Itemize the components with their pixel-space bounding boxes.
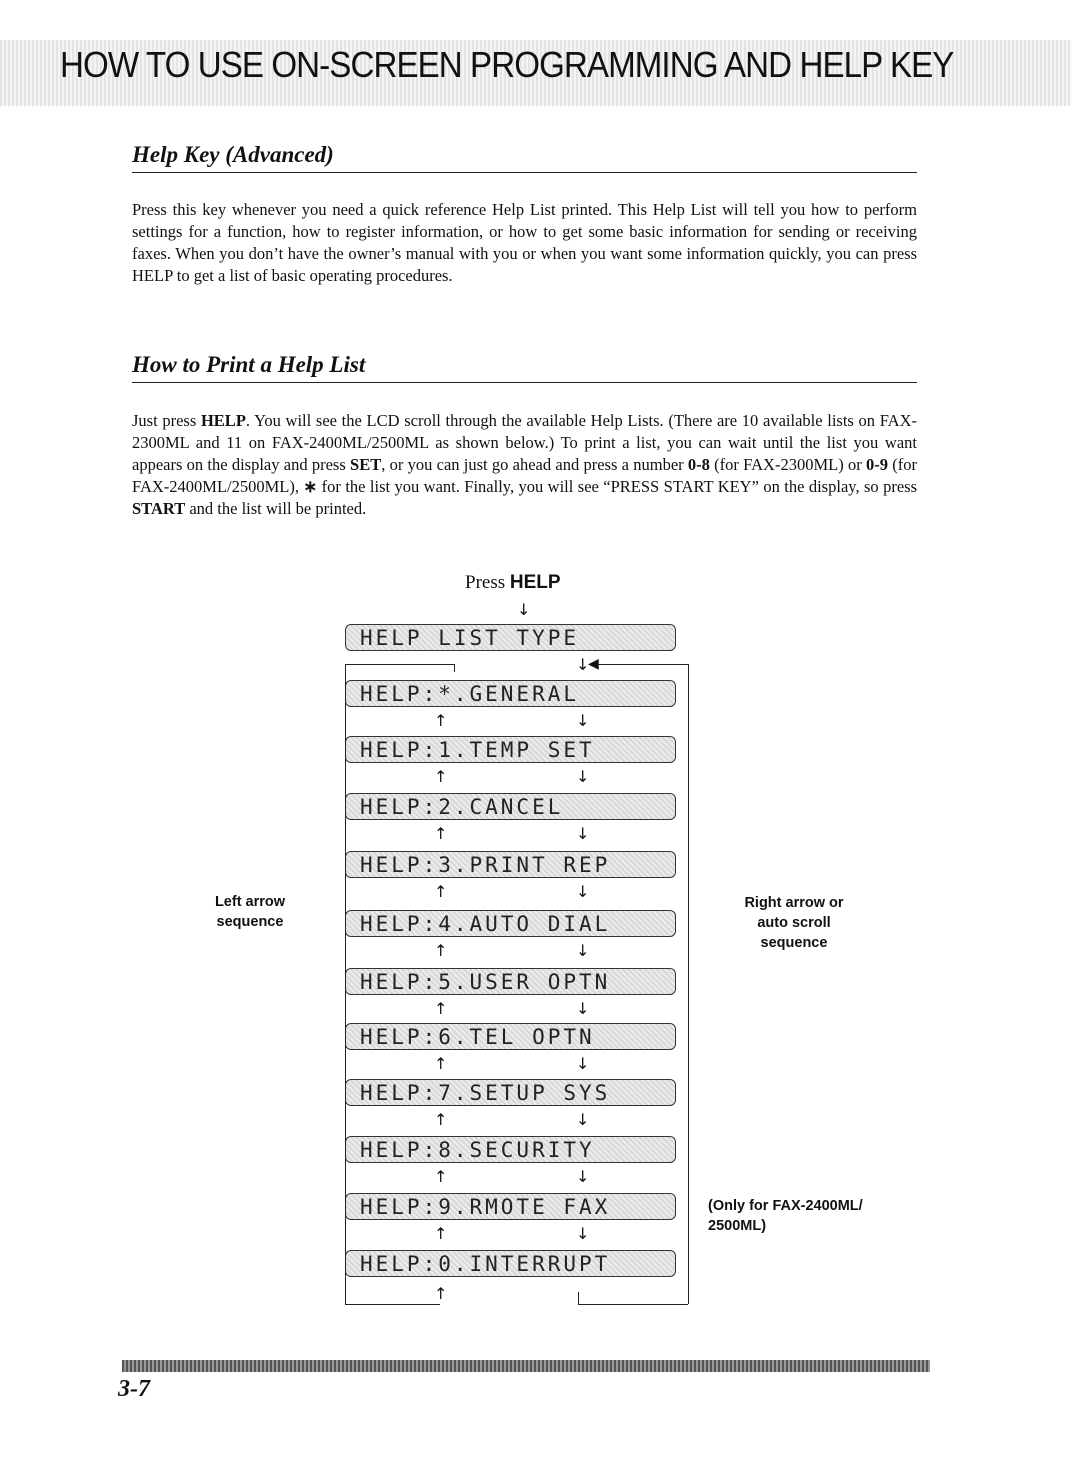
lcd-display: HELP:3.PRINT REP — [345, 851, 676, 878]
section-heading-help-key: Help Key (Advanced) — [132, 142, 334, 167]
up-arrow-icon: ↑ — [434, 999, 448, 1018]
print-help-paragraph: Just press HELP. You will see the LCD scroll through the available Help Lists. (There are 10 available lists on FAX-2300ML and 11 on FAX-2400ML/2500ML as shown below.) To print a list, you can wait until the list you want appears on the display and press SET, or you can just go ahead and press a number 0-8 (for FAX-2300ML) or 0-9 (for FAX-2400ML/2500ML), ∗ for the list you want. Finally, you will see “PRESS START KEY” on the display, so press START and the list will be printed. — [132, 411, 917, 518]
down-arrow-icon: ↓ — [576, 711, 590, 730]
lcd-display: HELP:8.SECURITY — [345, 1136, 676, 1163]
down-arrow-icon: ↓ — [576, 824, 590, 843]
lcd-display: HELP:6.TEL OPTN — [345, 1023, 676, 1050]
bracket-line — [597, 664, 688, 665]
down-arrow-icon: ↓ — [517, 600, 531, 619]
lcd-display: HELP:4.AUTO DIAL — [345, 910, 676, 937]
model-note: (Only for FAX-2400ML/ 2500ML) — [708, 1198, 863, 1234]
right-arrow-label: Right arrow or auto scroll sequence — [744, 895, 844, 951]
left-arrow-label: Left arrow sequence — [214, 894, 286, 930]
down-arrow-icon: ↓ — [576, 655, 590, 674]
down-arrow-icon: ↓ — [576, 1110, 590, 1129]
up-arrow-icon: ↑ — [434, 1167, 448, 1186]
help-key-paragraph: Press this key whenever you need a quick reference Help List printed. This Help List will tell you how to perform settings for a function, how to register information, or how to get some basic information for sending or receiving faxes. When you don’t have the owner’s manual with you or when you want some information quickly, you can press HELP to get a list of basic operating procedures. — [132, 200, 917, 285]
up-arrow-icon: ↑ — [434, 1110, 448, 1129]
lcd-display: HELP:7.SETUP SYS — [345, 1079, 676, 1106]
left-arrow-icon: ◀ — [588, 656, 599, 672]
bracket-line — [345, 664, 455, 665]
down-arrow-icon: ↓ — [576, 1167, 590, 1186]
section-heading-print-help-list: How to Print a Help List — [132, 352, 366, 377]
down-arrow-icon: ↓ — [576, 767, 590, 786]
lcd-display: HELP:9.RMOTE FAX — [345, 1193, 676, 1220]
up-arrow-icon: ↑ — [434, 882, 448, 901]
down-arrow-icon: ↓ — [576, 1224, 590, 1243]
down-arrow-icon: ↓ — [576, 882, 590, 901]
lcd-display: HELP:2.CANCEL — [345, 793, 676, 820]
bracket-line — [454, 664, 455, 672]
bracket-line — [578, 1304, 688, 1305]
up-arrow-icon: ↑ — [434, 941, 448, 960]
up-arrow-icon: ↑ — [434, 1224, 448, 1243]
up-arrow-icon: ↑ — [434, 711, 448, 730]
up-arrow-icon: ↑ — [434, 1284, 448, 1303]
page-number: 3-7 — [118, 1376, 150, 1402]
bracket-line — [688, 664, 689, 1304]
lcd-display: HELP LIST TYPE — [345, 624, 676, 651]
bracket-line — [345, 664, 346, 1304]
divider — [132, 382, 917, 383]
lcd-display: HELP:*.GENERAL — [345, 680, 676, 707]
press-help-label: Press HELP — [465, 572, 561, 593]
divider — [132, 172, 917, 173]
bracket-line — [578, 1292, 579, 1304]
lcd-display: HELP:1.TEMP SET — [345, 736, 676, 763]
down-arrow-icon: ↓ — [576, 1054, 590, 1073]
footer-bar — [122, 1360, 930, 1372]
page-header-title: HOW TO USE ON-SCREEN PROGRAMMING AND HELP KEY — [60, 44, 954, 85]
lcd-display: HELP:0.INTERRUPT — [345, 1250, 676, 1277]
lcd-display: HELP:5.USER OPTN — [345, 968, 676, 995]
down-arrow-icon: ↓ — [576, 999, 590, 1018]
up-arrow-icon: ↑ — [434, 1054, 448, 1073]
up-arrow-icon: ↑ — [434, 824, 448, 843]
bracket-line — [345, 1304, 440, 1305]
up-arrow-icon: ↑ — [434, 767, 448, 786]
down-arrow-icon: ↓ — [576, 941, 590, 960]
